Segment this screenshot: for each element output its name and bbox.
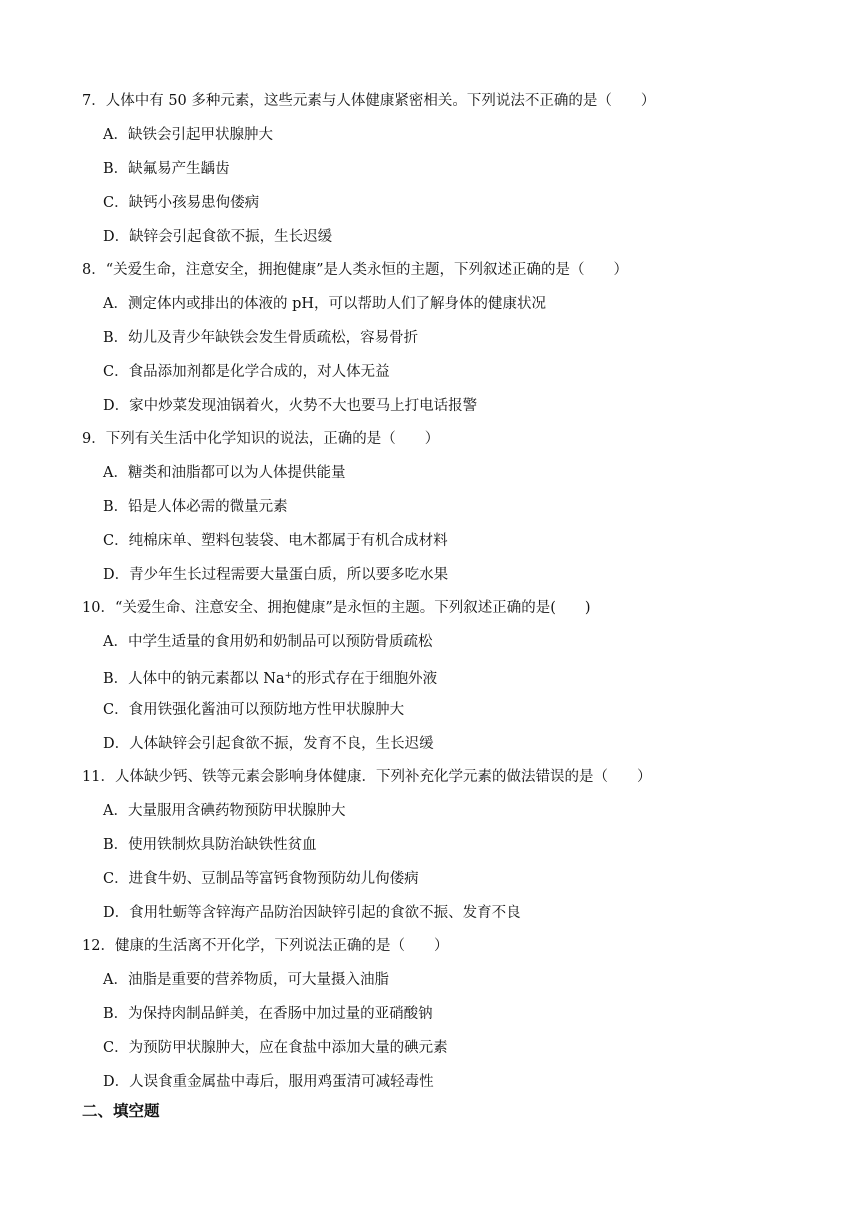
option-a: A．中学生适量的食用奶和奶制品可以预防骨质疏松 (103, 634, 433, 650)
option-d: D．人误食重金属盐中毒后，服用鸡蛋清可减轻毒性 (103, 1074, 434, 1090)
option-c: C．进食牛奶、豆制品等富钙食物预防幼儿佝偻病 (103, 871, 419, 887)
option-a: A．大量服用含碘药物预防甲状腺肿大 (103, 803, 346, 819)
option-b: B．幼儿及青少年缺铁会发生骨质疏松，容易骨折 (103, 330, 419, 346)
option-c: C．食品添加剂都是化学合成的，对人体无益 (103, 364, 390, 380)
option-a: A．缺铁会引起甲状腺肿大 (103, 127, 273, 143)
question-8 (82, 253, 842, 423)
question-stem: 11．人体缺少钙、铁等元素会影响身体健康．下列补充化学元素的做法错误的是（ ） (82, 769, 652, 785)
option-d: D．青少年生长过程需要大量蛋白质，所以要多吃水果 (103, 567, 449, 583)
option-d: D．家中炒菜发现油锅着火，火势不大也要马上打电话报警 (103, 398, 478, 414)
option-d: D．食用牡蛎等含锌海产品防治因缺锌引起的食欲不振、发育不良 (103, 905, 521, 921)
option-b: B．使用铁制炊具防治缺铁性贫血 (103, 837, 317, 853)
option-d: D．人体缺锌会引起食欲不振，发育不良，生长迟缓 (103, 736, 434, 752)
question-stem: 7．人体中有 50 多种元素，这些元素与人体健康紧密相关。下列说法不正确的是（ ） (82, 93, 656, 109)
option-b (82, 659, 842, 693)
option-c: C．食用铁强化酱油可以预防地方性甲状腺肿大 (103, 702, 405, 718)
option-b: B．为保持肉制品鲜美，在香肠中加过量的亚硝酸钠 (103, 1006, 433, 1022)
option-c: C．纯棉床单、塑料包装袋、电木都属于有机合成材料 (103, 533, 448, 549)
option-a: A．测定体内或排出的体液的 pH，可以帮助人们了解身体的健康状况 (103, 296, 547, 312)
option-c: C．为预防甲状腺肿大，应在食盐中添加大量的碘元素 (103, 1040, 448, 1056)
option-b: B．铅是人体必需的微量元素 (103, 499, 288, 515)
question-7 (82, 84, 842, 254)
option-a: A．糖类和油脂都可以为人体提供能量 (103, 465, 346, 481)
option-b-text-rest: 的形式存在于细胞外液 (292, 671, 438, 687)
option-b-text: B．人体中的钠元素都以 Na (103, 671, 285, 687)
option-a: A．油脂是重要的营养物质，可大量摄入油脂 (103, 972, 389, 988)
question-12 (82, 929, 842, 1099)
question-10 (82, 591, 842, 761)
question-stem: 8．“关爱生命，注意安全，拥抱健康”是人类永恒的主题，下列叙述正确的是（ ） (82, 262, 629, 278)
question-stem: 12．健康的生活离不开化学，下列说法正确的是（ ） (82, 938, 449, 954)
option-c: C．缺钙小孩易患佝偻病 (103, 195, 260, 211)
option-d: D．缺锌会引起食欲不振，生长迟缓 (103, 229, 333, 245)
superscript-charge: + (284, 671, 293, 681)
option-b: B．缺氟易产生龋齿 (103, 161, 230, 177)
question-9 (82, 422, 842, 592)
question-stem: 9．下列有关生活中化学知识的说法，正确的是（ ） (82, 431, 440, 447)
section-heading: 二、填空题 (82, 1102, 160, 1120)
question-11 (82, 760, 842, 930)
question-stem: 10．“关爱生命、注意安全、拥抱健康”是永恒的主题。下列叙述正确的是( ) (82, 600, 591, 616)
